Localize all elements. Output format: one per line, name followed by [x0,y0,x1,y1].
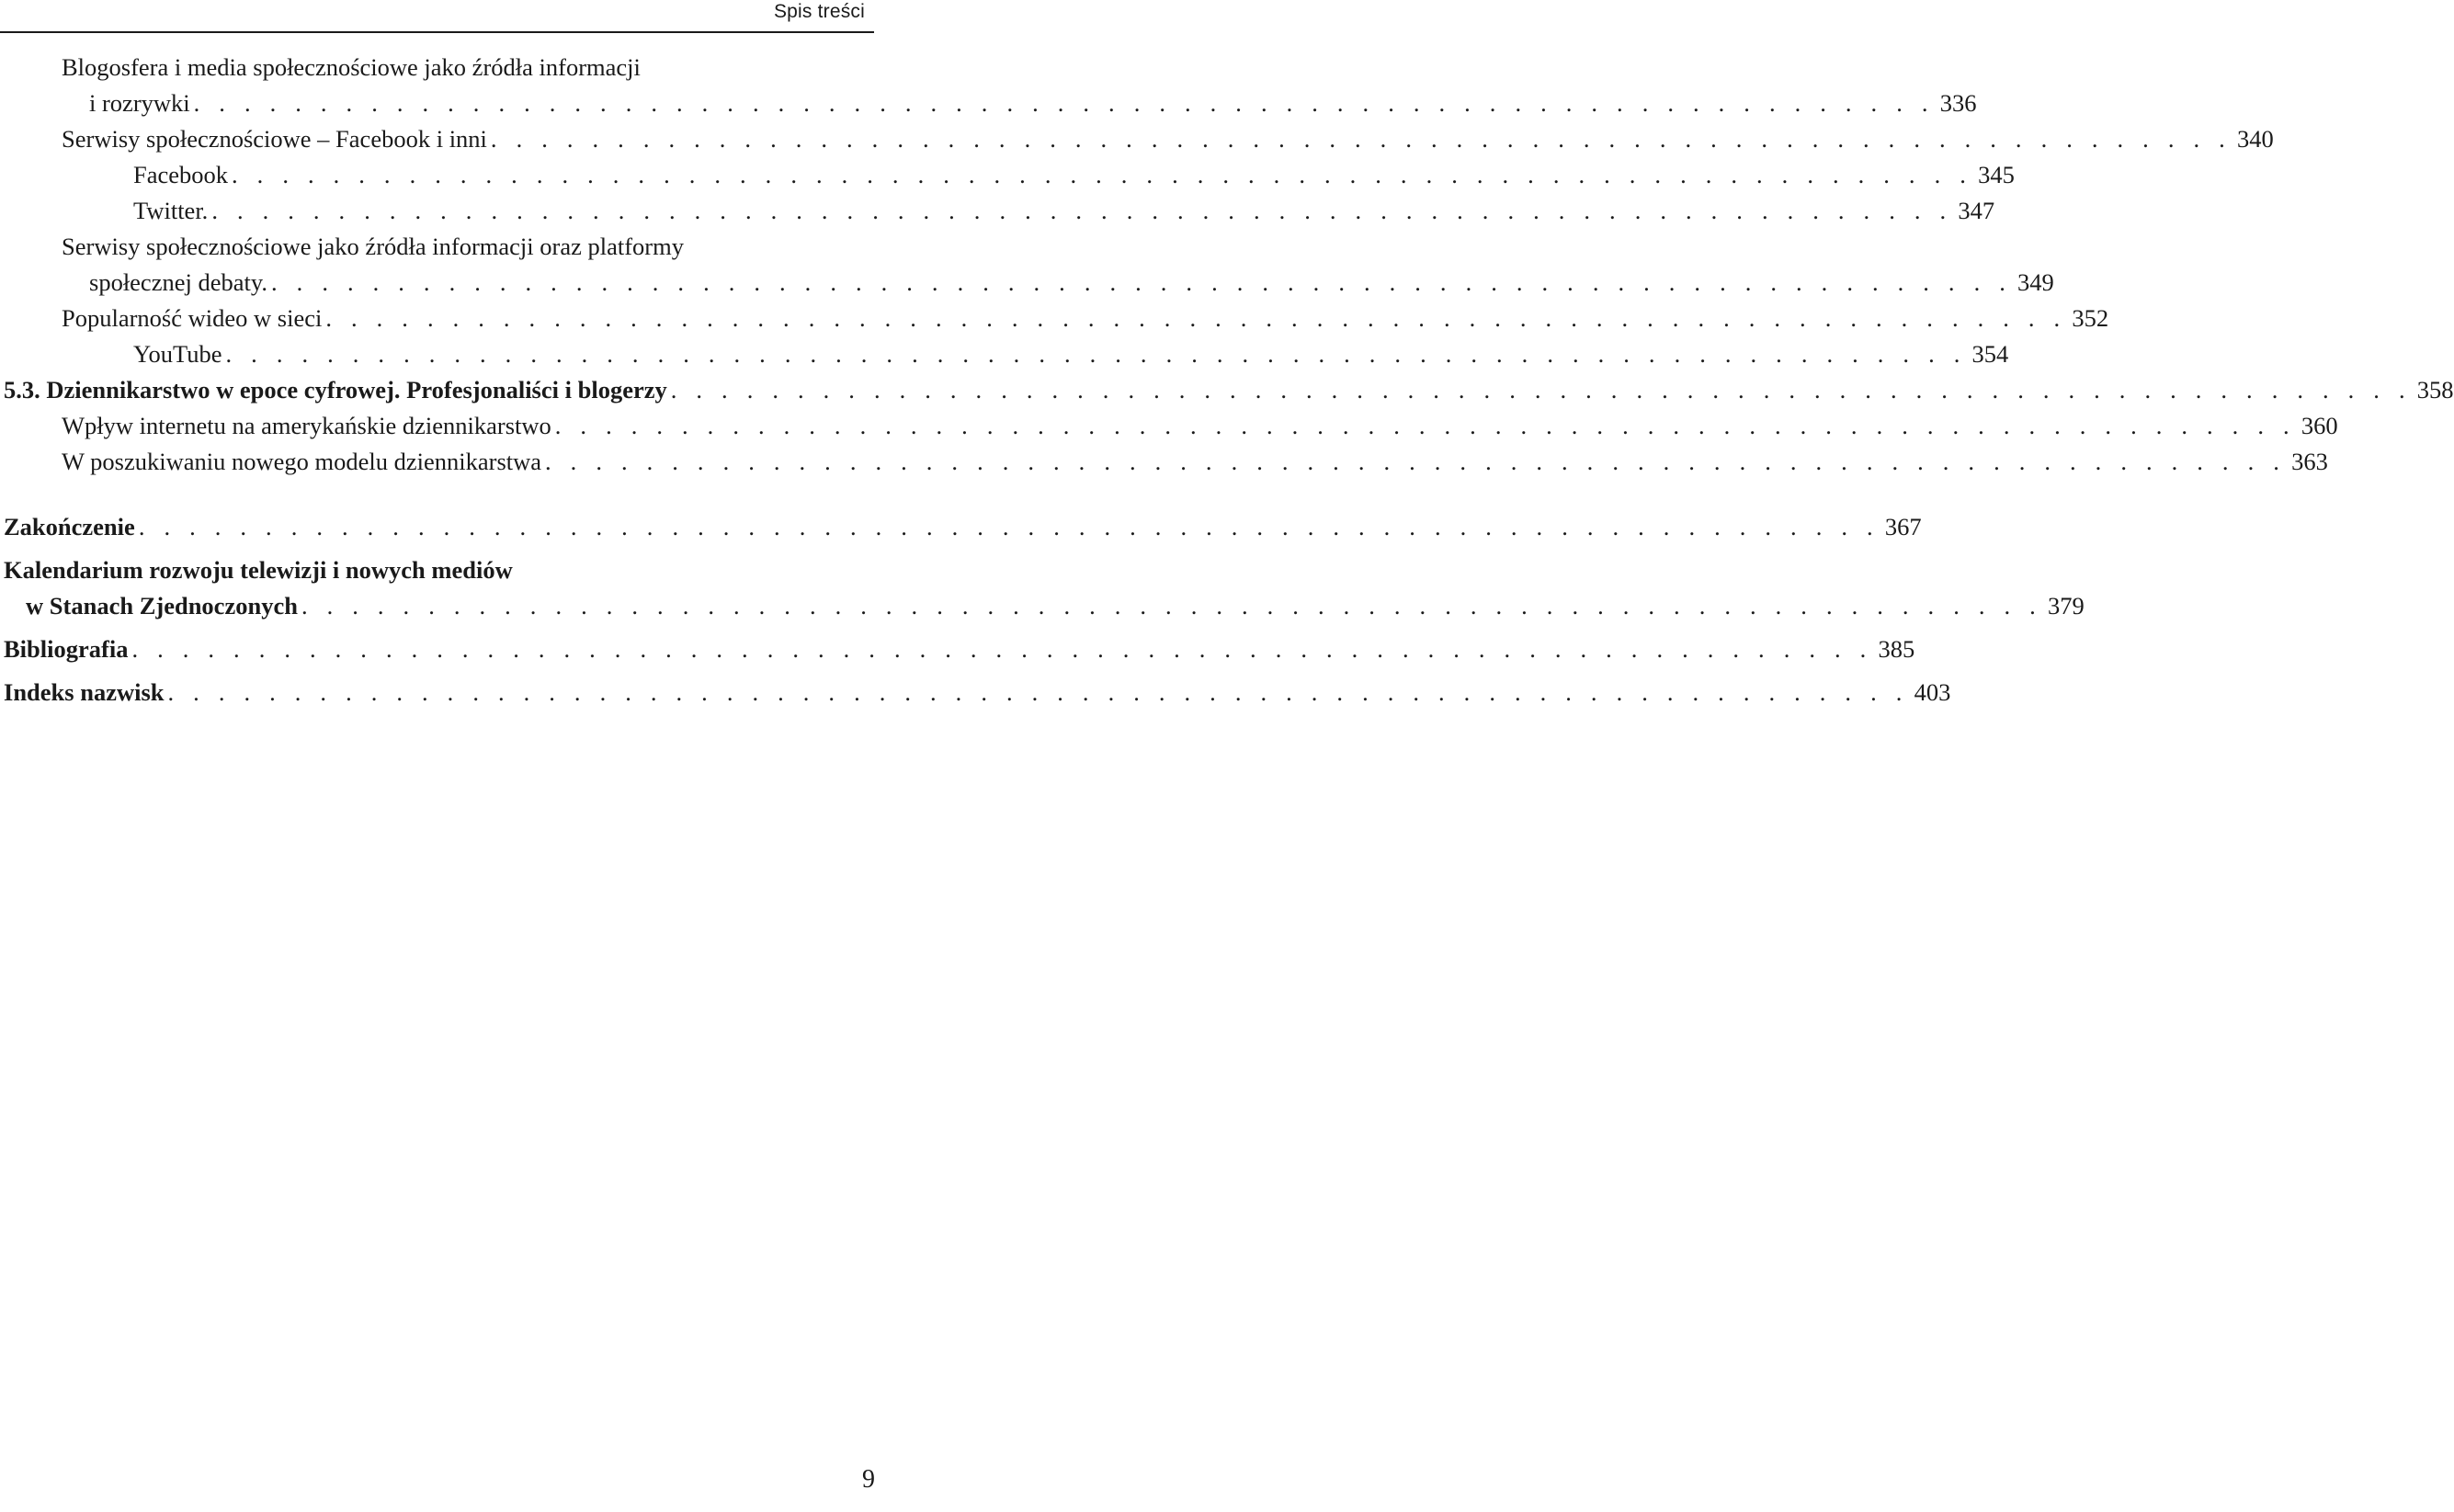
toc-entry [0,372,2454,408]
toc-entry [0,408,2338,444]
toc-page-number: 347 [1958,197,1995,224]
toc-page-number: 345 [1978,161,2015,188]
dot-leader: . . . . . . . . . . . . . . . . . . . . . . . . . . . . . . . . . . . . . . . . . . . . . . . . . . . . . . . . . . . . . . . . . . . . . [490,125,2232,153]
dot-leader: . . . . . . . . . . . . . . . . . . . . . . . . . . . . . . . . . . . . . . . . . . . . . . . . . . . . . . . . . . . . . . . . . . . . . [193,89,1935,117]
dot-leader: . . . . . . . . . . . . . . . . . . . . . . . . . . . . . . . . . . . . . . . . . . . . . . . . . . . . . . . . . . . . . . . . . . . . . [232,161,1973,188]
toc-page-number: 379 [2047,592,2085,620]
toc-entry [0,265,2054,301]
toc-entry-label: i rozrywki [89,89,190,117]
dot-leader: . . . . . . . . . . . . . . . . . . . . . . . . . . . . . . . . . . . . . . . . . . . . . . . . . . . . . . . . . . . . . . . . . . . . . [554,412,2296,439]
toc-chapter-label: Indeks nazwisk [4,678,165,706]
toc-entry-label: Wpływ internetu na amerykańskie dziennikarstwo [62,412,551,439]
toc-page-number: 340 [2236,125,2274,153]
toc-entry [0,336,2009,372]
dot-leader: . . . . . . . . . . . . . . . . . . . . . . . . . . . . . . . . . . . . . . . . . . . . . . . . . . . . . . . . . . . . . . . . . . . . . [167,678,1909,706]
toc-entry-line: Serwisy społecznościowe jako źródła informacji oraz platformy [62,233,684,260]
running-header [0,0,874,33]
dot-leader: . . . . . . . . . . . . . . . . . . . . . . . . . . . . . . . . . . . . . . . . . . . . . . . . . . . . . . . . . . . . . . . . . . . . . [131,635,1873,663]
toc-entry-label: Popularność wideo w sieci [62,304,323,332]
toc-page-number: 358 [2416,376,2454,404]
toc-entry [0,588,2085,624]
toc-entry [0,85,1977,121]
page-number: 9 [862,1465,875,1494]
dot-leader: . . . . . . . . . . . . . . . . . . . . . . . . . . . . . . . . . . . . . . . . . . . . . . . . . . . . . . . . . . . . . . . . . . . . . [138,513,1880,540]
toc-page-number: 349 [2017,268,2054,296]
toc-entry [0,631,1915,667]
toc-entry [0,193,1995,229]
toc-entry [0,444,2328,480]
toc-chapter-label: w Stanach Zjednoczonych [26,592,298,620]
toc-entry [0,675,1951,711]
toc-page-number: 385 [1878,635,1915,663]
toc-entry-label: Facebook [133,161,229,188]
toc-entry-label: Twitter. [133,197,209,224]
toc-entry [0,509,1922,545]
dot-leader: . . . . . . . . . . . . . . . . . . . . . . . . . . . . . . . . . . . . . . . . . . . . . . . . . . . . . . . . . . . . . . . . . . . . . [325,304,2067,332]
toc-entry-label: społecznej debaty. [89,268,268,296]
toc-chapter-label: Bibliografia [4,635,129,663]
toc-page-number: 403 [1914,678,1951,706]
table-of-contents [0,50,2454,711]
toc-chapter-label: Zakończenie [4,513,135,540]
toc-page-number: 352 [2072,304,2109,332]
toc-page-number: 336 [1939,89,1977,117]
toc-page-number: 354 [1971,340,2009,368]
dot-leader: . . . . . . . . . . . . . . . . . . . . . . . . . . . . . . . . . . . . . . . . . . . . . . . . . . . . . . . . . . . . . . . . . . . . . [670,376,2412,404]
running-header-title: Spis treści [773,1,865,22]
dot-leader: . . . . . . . . . . . . . . . . . . . . . . . . . . . . . . . . . . . . . . . . . . . . . . . . . . . . . . . . . . . . . . . . . . . . . [301,592,2042,620]
toc-entry [0,121,2274,157]
toc-entry-label: W poszukiwaniu nowego modelu dziennikarstwa [62,448,542,475]
dot-leader: . . . . . . . . . . . . . . . . . . . . . . . . . . . . . . . . . . . . . . . . . . . . . . . . . . . . . . . . . . . . . . . . . . . . . [211,197,1953,224]
toc-chapter-line: Kalendarium rozwoju telewizji i nowych mediów [4,556,513,584]
dot-leader: . . . . . . . . . . . . . . . . . . . . . . . . . . . . . . . . . . . . . . . . . . . . . . . . . . . . . . . . . . . . . . . . . . . . . [271,268,2013,296]
toc-page-number: 367 [1884,513,1922,540]
toc-entry-label: YouTube [133,340,222,368]
toc-page-number: 360 [2301,412,2338,439]
toc-entry [0,301,2109,336]
toc-section-label: 5.3. Dziennikarstwo w epoce cyfrowej. Profesjonaliści i blogerzy [4,376,667,404]
dot-leader: . . . . . . . . . . . . . . . . . . . . . . . . . . . . . . . . . . . . . . . . . . . . . . . . . . . . . . . . . . . . . . . . . . . . . [545,448,2287,475]
toc-entry-label: Serwisy społecznościowe – Facebook i inni [62,125,487,153]
toc-page-number: 363 [2291,448,2328,475]
toc-entry [0,157,2015,193]
dot-leader: . . . . . . . . . . . . . . . . . . . . . . . . . . . . . . . . . . . . . . . . . . . . . . . . . . . . . . . . . . . . . . . . . . . . . [225,340,1967,368]
toc-entry-line: Blogosfera i media społecznościowe jako źródła informacji [62,53,641,81]
